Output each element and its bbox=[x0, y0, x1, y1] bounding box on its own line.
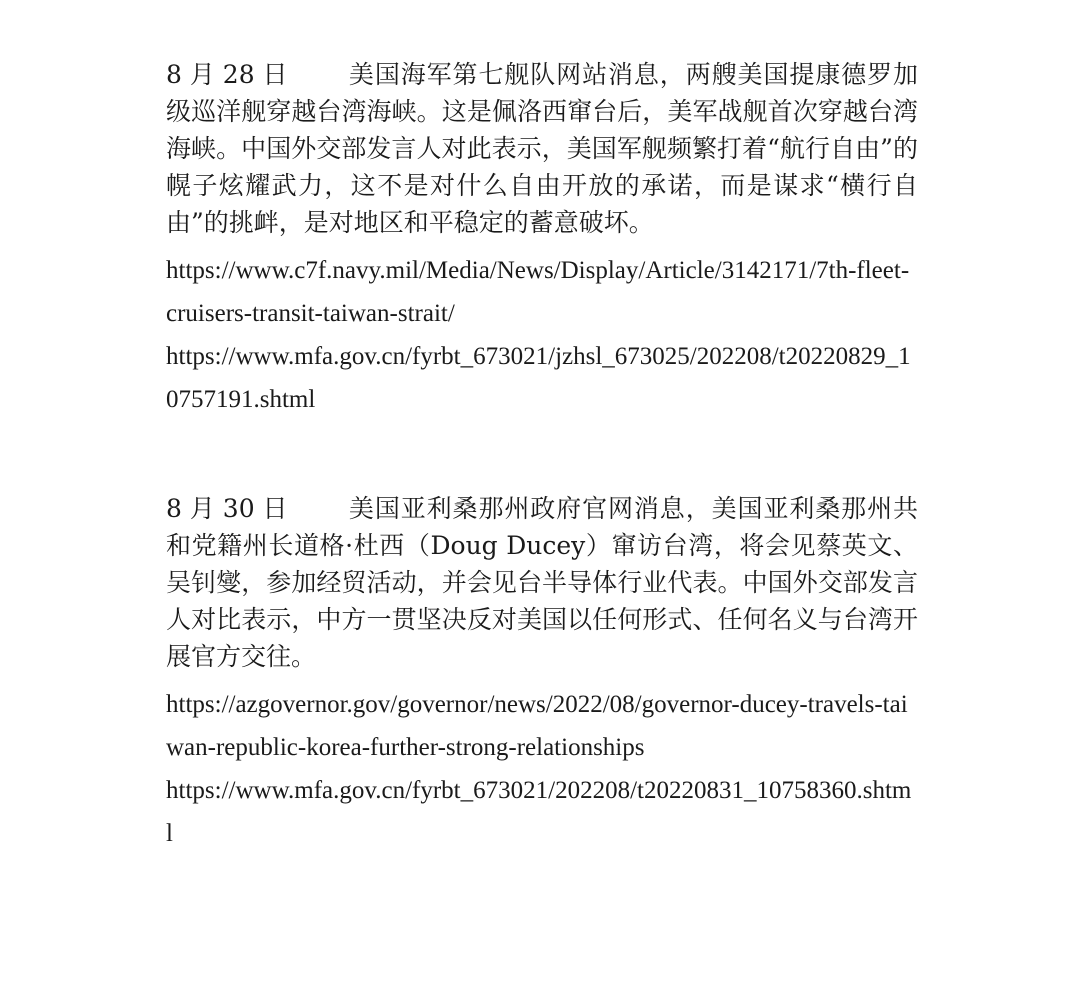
source-link-c7f-navy[interactable]: https://www.c7f.navy.mil/Media/News/Display/Article/3142171/7th-fleet-cruisers-transit-taiwan-strait/ bbox=[166, 257, 910, 327]
entry-paragraph bbox=[166, 490, 918, 675]
source-link-mfa[interactable]: https://www.mfa.gov.cn/fyrbt_673021/jzhsl_673025/202208/t20220829_10757191.shtml bbox=[166, 343, 911, 413]
entry-date: 8 月 30 日 bbox=[166, 494, 288, 523]
source-link-mfa[interactable]: https://www.mfa.gov.cn/fyrbt_673021/202208/t20220831_10758360.shtml bbox=[166, 777, 912, 847]
entry-paragraph bbox=[166, 56, 918, 241]
entry-aug-28 bbox=[166, 56, 918, 421]
entry-aug-30 bbox=[166, 490, 918, 855]
entry-date: 8 月 28 日 bbox=[166, 60, 288, 89]
entry-text: 美国海军第七舰队网站消息，两艘美国提康德罗加级巡洋舰穿越台湾海峡。这是佩洛西窜台后，美军战舰首次穿越台湾海峡。中国外交部发言人对此表示，美国军舰频繁打着“航行自由”的幌子炫耀武力，这不是对什么自由开放的承诺，而是谋求“横行自由”的挑衅，是对地区和平稳定的蓄意破坏。 bbox=[166, 60, 918, 237]
source-link-azgovernor[interactable]: https://azgovernor.gov/governor/news/2022/08/governor-ducey-travels-taiwan-republic-korea-further-strong-relationships bbox=[166, 691, 908, 761]
entry-text: 美国亚利桑那州政府官网消息，美国亚利桑那州共和党籍州长道格·杜西（Doug Ducey）窜访台湾，将会见蔡英文、吴钊燮，参加经贸活动，并会见台半导体行业代表。中国外交部发言人对比表示，中方一贯坚决反对美国以任何形式、任何名义与台湾开展官方交往。 bbox=[166, 494, 918, 671]
